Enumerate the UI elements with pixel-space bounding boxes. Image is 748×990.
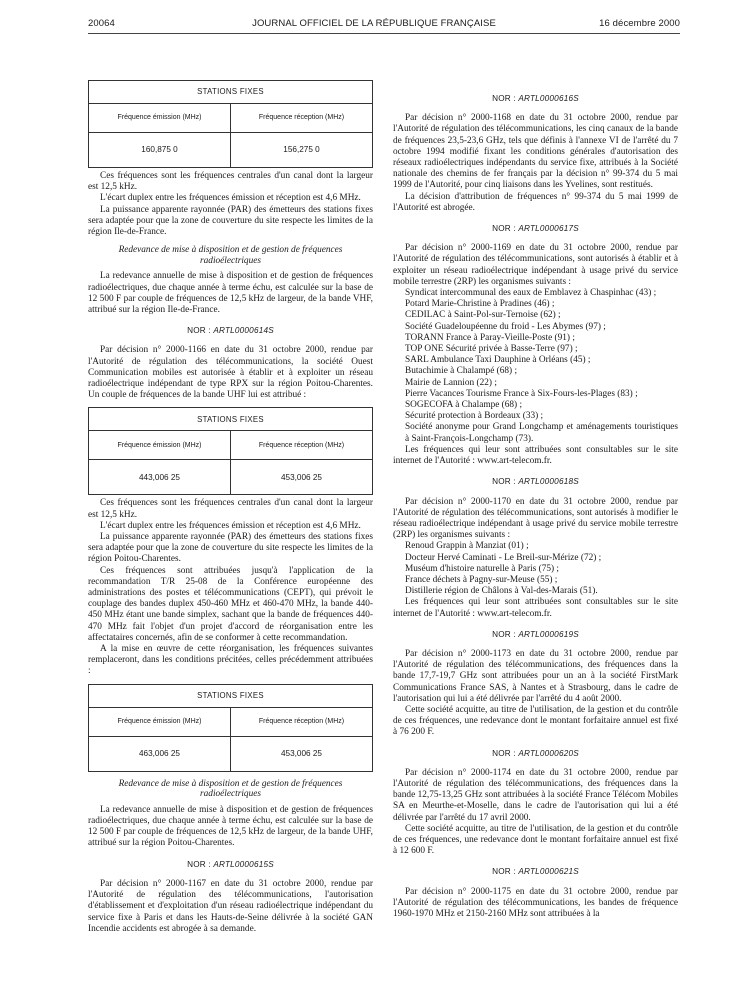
paragraph: Par décision n° 2000-1167 en date du 31 octobre 2000, rendue par l'Autorité de régulation des télécommunications, l'autorisation d'établissement et d'exploitation d'un réseau radioélectrique indépendant du service fixe à Paris et dans les Hauts-de-Seine délivrée à la société GAN Incendie accidents est abrogée à sa demande. <box>88 878 373 934</box>
column-header-emission: Fréquence émission (MHz) <box>89 104 231 133</box>
list-item: Butachimie à Chalampé (68) ; <box>405 366 518 377</box>
stations-fixes-table <box>88 407 373 495</box>
section-subtitle: Redevance de mise à disposition et de gestion de fréquences radioélectriques <box>118 778 343 800</box>
paragraph: Cette société acquitte, au titre de l'utilisation, de la gestion et du contrôle de ces fréquences, une redevance dont le montant forfaitaire annuel est fixé à 76 200 F. <box>393 704 678 738</box>
journal-title: JOURNAL OFFICIEL DE LA RÉPUBLIQUE FRANÇAISE <box>252 18 496 29</box>
list-item: Mairie de Lannion (22) ; <box>405 377 497 388</box>
table-title: STATIONS FIXES <box>89 684 373 707</box>
column-header-reception: Fréquence réception (MHz) <box>231 707 373 736</box>
stations-fixes-table <box>88 80 373 168</box>
stations-fixes-table <box>88 684 373 772</box>
paragraph: Par décision n° 2000-1169 en date du 31 octobre 2000, rendue par l'Autorité de régulation des télécommunications, sont autorisés à établir et à exploiter un réseau radioélectrique indépendant à usage privé du service mobile terrestre (2RP) les organismes suivants : <box>393 243 678 287</box>
list-item: Renoud Grappin à Manziat (01) ; <box>405 541 529 552</box>
table-title: STATIONS FIXES <box>89 408 373 431</box>
nor-reference: NOR : ARTL0000620S <box>492 748 579 758</box>
nor-reference: NOR : ARTL0000617S <box>492 224 579 234</box>
nor-reference: NOR : ARTL0000614S <box>187 326 274 336</box>
column-header-emission: Fréquence émission (MHz) <box>89 707 231 736</box>
list-item: Sécurité protection à Bordeaux (33) ; <box>405 411 544 422</box>
column-header-emission: Fréquence émission (MHz) <box>89 431 231 460</box>
paragraph: Cette société acquitte, au titre de l'utilisation, de la gestion et du contrôle de ces fréquences, une redevance dont le montant forfaitaire annuel est fixé à 12 600 F. <box>393 823 678 857</box>
reception-value: 453,006 25 <box>231 460 373 495</box>
list-item: France déchets à Pagny-sur-Meuse (55) ; <box>405 574 558 585</box>
column-header-reception: Fréquence réception (MHz) <box>231 431 373 460</box>
reception-value: 453,006 25 <box>231 736 373 771</box>
paragraph: Ces fréquences sont les fréquences centrales d'un canal dont la largeur est 12,5 kHz. <box>88 171 373 193</box>
emission-value: 463,006 25 <box>89 736 231 771</box>
paragraph: Ces fréquences sont les fréquences centrales d'un canal dont la largeur est 12,5 kHz. <box>88 498 373 520</box>
paragraph: Les fréquences qui leur sont attribuées sont consultables sur le site internet de l'Autorité : www.art-telecom.fr. <box>393 444 678 467</box>
paragraph: Par décision n° 2000-1166 en date du 31 octobre 2000, rendue par l'Autorité de régulation des télécommunications, la société Ouest Communication mobiles est autorisée à établir et à exploiter un réseau radioélectrique indépendant de type RPX sur la région Poitou-Charentes. Un couple de fréquences de la bande UHF lui est attribué : <box>88 345 373 401</box>
reception-value: 156,275 0 <box>231 133 373 168</box>
paragraph: Par décision n° 2000-1173 en date du 31 octobre 2000, rendue par l'Autorité de régulation des télécommunications, des fréquences dans la bande 17,7-19,7 GHz sont attribuées pour un an à la société FirstMark Communications France SAS, à Nantes et à Strasbourg, dans le cadre de l'autorisation qui lui a été délivrée par l'arrêté du 4 août 2000. <box>393 648 678 704</box>
paragraph: L'écart duplex entre les fréquences émission et réception est 4,6 MHz. <box>100 520 361 531</box>
nor-reference: NOR : ARTL0000618S <box>492 477 579 487</box>
list-item: TORANN France à Paray-Vieille-Poste (91) ; <box>405 332 575 343</box>
list-item: Muséum d'histoire naturelle à Paris (75) ; <box>405 563 560 574</box>
list-item: Société anonyme pour Grand Longchamp et aménagements touristiques à Saint-François-Longchamp (73). <box>405 422 678 444</box>
paragraph: La décision d'attribution de fréquences n° 99-374 du 5 mai 1999 de l'Autorité est abrogée. <box>393 191 678 213</box>
nor-reference: NOR : ARTL0000616S <box>492 94 579 103</box>
list-item: SARL Ambulance Taxi Dauphine à Orléans (45) ; <box>405 355 591 366</box>
paragraph: Par décision n° 2000-1170 en date du 31 octobre 2000, rendue par l'Autorité de régulation des télécommunications, sont autorisés à modifier le réseau radioélectrique indépendant à usage privé du service mobile terrestre (2RP) les organismes suivants : <box>393 496 678 541</box>
nor-reference: NOR : ARTL0000621S <box>492 867 579 877</box>
paragraph: Ces fréquences sont attribuées jusqu'à l'application de la recommandation T/R 25-08 de la Conférence européenne des administrations des postes et télécommunications (CEPT), qui prévoit le couplage des bandes duplex 450-460 MHz et 460-470 MHz, la bande 440-450 MHz étant une bande simplex, sachant que la bande de fréquences 440-470 MHz fait l'objet d'un projet d'accord de réorganisation entre les affectataires concernés, afin de se conformer à cette recommandation. <box>88 565 373 643</box>
table-title: STATIONS FIXES <box>89 81 373 104</box>
right-column <box>393 93 678 920</box>
list-item: Potard Marie-Christine à Pradines (46) ; <box>405 299 555 310</box>
nor-reference: NOR : ARTL0000615S <box>187 859 274 869</box>
left-column <box>88 80 373 935</box>
section-subtitle: Redevance de mise à disposition et de gestion de fréquences radioélectriques <box>118 245 343 266</box>
list-item: Société Guadeloupéenne du froid - Les Abymes (97) ; <box>405 321 606 332</box>
paragraph: La puissance apparente rayonnée (PAR) des émetteurs des stations fixes sera adaptée pour que la zone de couverture du site respecte les limites de la région Poitou-Charentes. <box>88 532 373 565</box>
list-item: TOP ONE Sécurité privée à Basse-Terre (97) ; <box>405 344 578 355</box>
paragraph: Par décision n° 2000-1168 en date du 31 octobre 2000, rendue par l'Autorité de régulation des télécommunications, les cinq canaux de la bande de fréquences 23,5-23,6 GHz, tels que définis à l'annexe VI de l'arrêté du 7 octobre 1994 modifié fixant les conditions générales d'autorisation des réseaux radioélectriques indépendants du service fixe, attribués à la Société nationale des chemins de fer français par la décision n° 99-374 du 5 mai 1999 de l'Autorité, pour cinq liaisons dans les Yvelines, sont restitués. <box>393 113 678 191</box>
list-item: CEDILAC à Saint-Pol-sur-Ternoise (62) ; <box>405 310 561 321</box>
list-item: Docteur Hervé Caminati - Le Breil-sur-Mérize (72) ; <box>405 552 602 563</box>
header-rule <box>88 33 680 34</box>
list-item: Pierre Vacances Tourisme France à Six-Fours-les-Plages (83) ; <box>405 388 638 399</box>
paragraph: Par décision n° 2000-1175 en date du 31 octobre 2000, rendue par l'Autorité de régulation des télécommunications, les bandes de fréquence 1960-1970 MHz et 2150-2160 MHz sont attribuées à la <box>393 886 678 919</box>
paragraph: A la mise en œuvre de cette réorganisation, les fréquences suivantes remplaceront, dans les conditions précitées, celles précédemment attribuées : <box>88 644 373 677</box>
list-item: Syndicat intercommunal des eaux de Emblavez à Chaspinhac (43) ; <box>405 288 657 299</box>
emission-value: 160,875 0 <box>89 133 231 168</box>
nor-reference: NOR : ARTL0000619S <box>492 629 579 639</box>
paragraph: La puissance apparente rayonnée (PAR) des émetteurs des stations fixes sera adaptée pour que la zone de couverture du site respecte les limites de la région Ile-de-France. <box>88 204 373 238</box>
issue-date: 16 décembre 2000 <box>599 18 680 29</box>
paragraph: La redevance annuelle de mise à disposition et de gestion de fréquences radioélectriques, due chaque année à terme échu, est calculée sur la base de 12 500 F par couple de fréquences de 12,5 kHz de largeur, de la bande UHF, attribué sur la région Poitou-Charentes. <box>88 804 373 849</box>
list-item: SOGECOFA à Chalampe (68) ; <box>405 400 523 411</box>
emission-value: 443,006 25 <box>89 460 231 495</box>
page-number: 20064 <box>88 18 115 29</box>
paragraph: Par décision n° 2000-1174 en date du 31 octobre 2000, rendue par l'Autorité de régulation des télécommunications, des fréquences dans la bande 12,75-13,25 GHz sont attribuées à la société France Télécom Mobiles SA en Meurthe-et-Moselle, dans le cadre de l'autorisation qui lui a été délivrée par l'arrêté du 17 avril 2000. <box>393 767 678 823</box>
paragraph: Les fréquences qui leur sont attribuées sont consultables sur le site internet de l'Autorité : www.art-telecom.fr. <box>393 597 678 619</box>
paragraph: L'écart duplex entre les fréquences émission et réception est 4,6 MHz. <box>100 193 361 204</box>
column-header-reception: Fréquence réception (MHz) <box>231 104 373 133</box>
paragraph: La redevance annuelle de mise à disposition et de gestion de fréquences radioélectriques, due chaque année à terme échu, est calculée sur la base de 12 500 F par couple de fréquences de 12,5 kHz de largeur, de la bande VHF, attribué sur la région Ile-de-France. <box>88 271 373 316</box>
list-item: Distillerie région de Châlons à Val-des-Marais (51). <box>405 586 598 597</box>
